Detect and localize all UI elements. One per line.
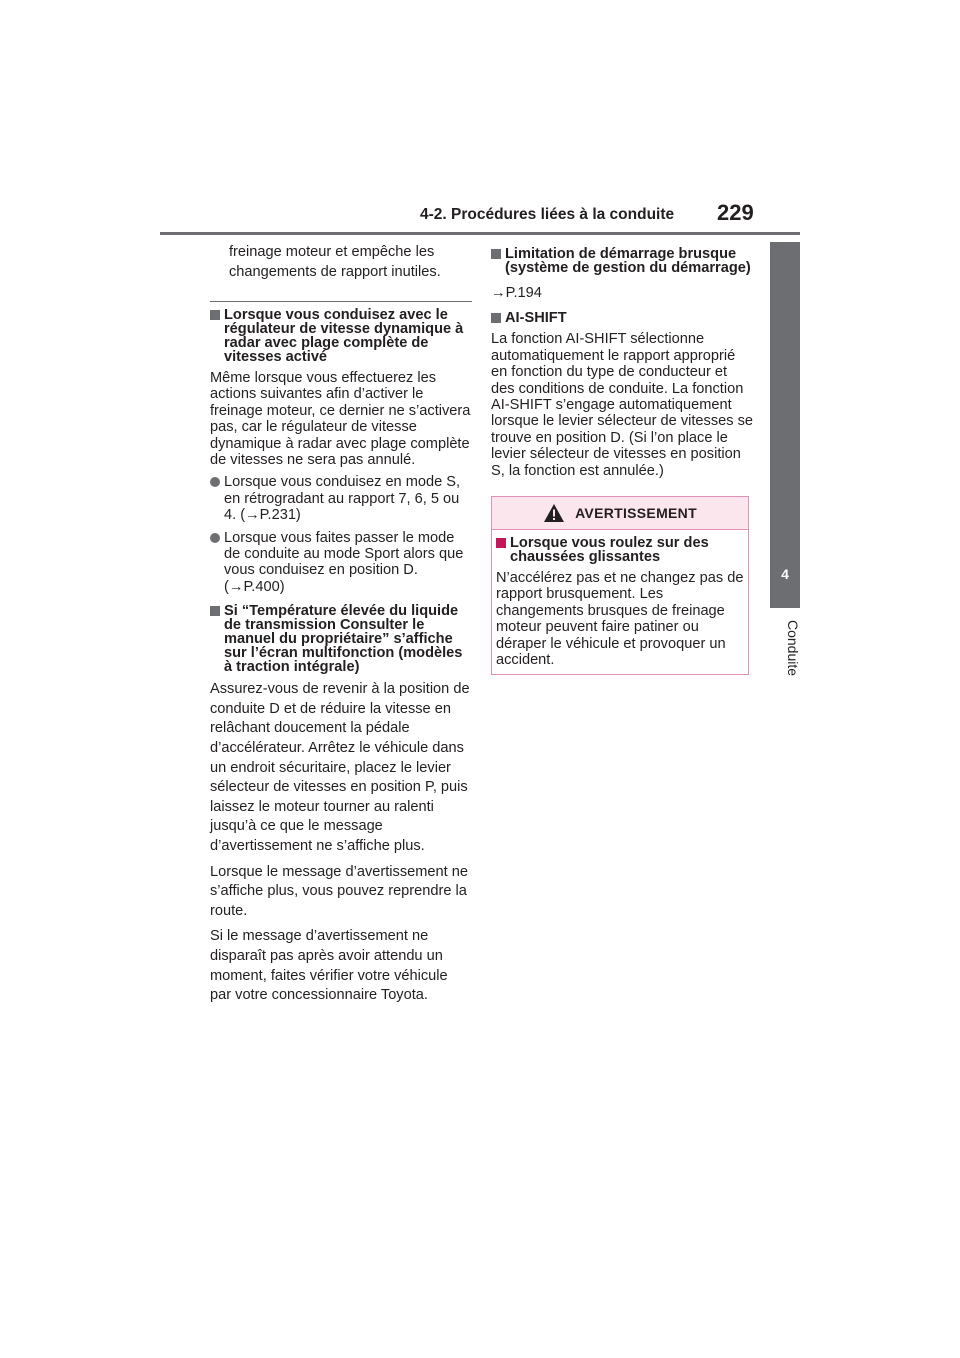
page-reference: →P.194 [491, 285, 542, 301]
intro-text: freinage moteur et empêche les changements de rapport inutiles. [229, 244, 441, 280]
chapter-title: Conduite [785, 620, 801, 677]
right-column [491, 242, 753, 675]
list-item-text: Lorsque vous conduisez en mode S, en rétrogradant au rapport 7, 6, 5 ou 4. (→P.231) [224, 474, 461, 524]
list-item [210, 474, 472, 523]
section-heading [491, 311, 753, 325]
heading-text: Lorsque vous roulez sur des chaussées glissantes [510, 535, 709, 566]
chapter-tab [770, 242, 800, 608]
section-divider [210, 301, 472, 302]
square-bullet-icon [210, 606, 220, 616]
header-rule [160, 232, 800, 235]
list-item [210, 530, 472, 596]
left-column [210, 242, 472, 1006]
circle-bullet-icon [210, 477, 220, 487]
warning-header [492, 497, 748, 530]
heading-text: AI-SHIFT [505, 310, 567, 327]
warning-paragraph: N’accélérez pas et ne changez pas de rapport brusquement. Les changements brusques de freinage moteur peuvent faire patiner ou déraper le véhicule et provoquer un accident. [496, 570, 744, 669]
body-paragraph: La fonction AI-SHIFT sélectionne automatiquement le rapport approprié en fonction du type de conducteur et des conditions de conduite. La fonction AI-SHIFT s’engage automatiquement lorsque le levier sélecteur de vitesses se trouve en position D. (Si l’on place le levier sélecteur de vitesses en position S, la fonction est annulée.) [491, 331, 754, 479]
heading-text: Si “Température élevée du liquide de transmission Consulter le manuel du propriétaire” s’affiche sur l’écran multifonction (modèles à traction intégrale) [224, 603, 463, 676]
square-bullet-icon [210, 310, 220, 320]
section-heading [210, 308, 472, 364]
body-paragraph: Même lorsque vous effectuerez les actions suivantes afin d’activer le freinage moteur, ce dernier ne s’activera pas, car le régulateur de vitesse dynamique à radar avec plage complète de vitesses ne sera pas annulé. [210, 370, 471, 469]
circle-bullet-icon [210, 533, 220, 543]
warning-content [492, 530, 748, 668]
warning-title: AVERTISSEMENT [575, 504, 697, 521]
section-heading [210, 604, 472, 674]
square-bullet-icon [496, 538, 506, 548]
section-heading [491, 247, 753, 275]
body-paragraph: Lorsque le message d’avertissement ne s’affiche plus, vous pouvez reprendre la route. [210, 863, 468, 919]
list-item-text: Lorsque vous faites passer le mode de conduite au mode Sport alors que vous conduisez en position D. (→P.400) [224, 529, 464, 595]
warning-box [491, 496, 749, 675]
warning-triangle-icon [543, 503, 565, 523]
square-bullet-icon [491, 313, 501, 323]
chapter-number: 4 [781, 566, 789, 582]
section-title: 4-2. Procédures liées à la conduite [420, 206, 675, 223]
body-paragraph: Assurez-vous de revenir à la position de conduite D et de réduire la vitesse en relâchant doucement la pédale d’accélérateur. Arrêtez le véhicule dans un endroit sécuritaire, placez le levier sélecteur de vitesses en position P, puis laissez le moteur tourner au ralenti jusqu’à ce que le message d’avertissement ne s’affiche plus. [210, 681, 470, 855]
heading-text: Lorsque vous conduisez avec le régulateur de vitesse dynamique à radar avec plage complète de vitesses activé [224, 307, 464, 365]
heading-text: Limitation de démarrage brusque (système de gestion du démarrage) [505, 246, 751, 276]
warning-heading [496, 536, 744, 564]
body-paragraph: Si le message d’avertissement ne disparaît pas après avoir attendu un moment, faites vérifier votre véhicule par votre concessionnaire Toyota. [210, 928, 448, 1004]
page-number: 229 [717, 200, 754, 225]
square-bullet-icon [491, 249, 501, 259]
